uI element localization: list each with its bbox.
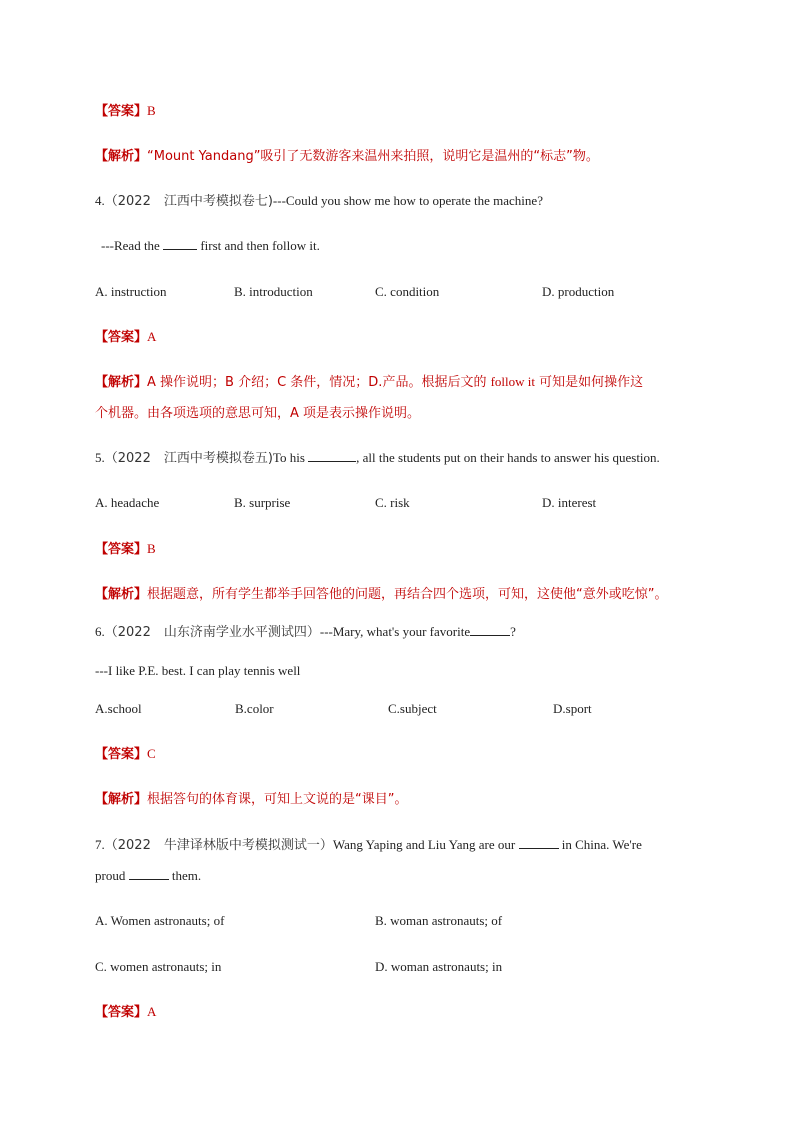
- option-d: D. woman astronauts; in: [375, 959, 503, 974]
- explanation-6: [95, 790, 408, 809]
- question-4-line-2: [101, 237, 320, 255]
- question-text: ---Mary, what's your favorite: [319, 624, 471, 639]
- question-text: them.: [168, 868, 202, 883]
- question-source: 2022 江西中考模拟卷七): [117, 194, 273, 209]
- explanation-tag: 【解析】: [95, 792, 148, 807]
- option-d: D.sport: [553, 701, 592, 716]
- option-a: A.school: [95, 701, 142, 716]
- option-c: C. women astronauts; in: [95, 959, 222, 974]
- option-b: B. surprise: [234, 495, 291, 510]
- question-source: 2022 牛津译林版中考模拟测试一）: [117, 838, 333, 853]
- option-d: D. production: [542, 284, 615, 299]
- explanation-text: “Mount Yandang”吸引了无数游客来温州来拍照，说明它是温州的“标志”物。: [147, 149, 599, 164]
- answer-value: B: [147, 103, 156, 118]
- answer-tag: 【答案】: [95, 330, 148, 345]
- explanation-tag: 【解析】: [95, 587, 148, 602]
- explanation-tag: 【解析】: [95, 375, 148, 390]
- question-text: proud: [95, 868, 129, 883]
- explanation-3: [95, 147, 599, 166]
- answer-7: [95, 1003, 156, 1022]
- question-number: 7.（: [95, 837, 118, 852]
- option-b: B.color: [235, 701, 274, 716]
- answer-tag: 【答案】: [95, 542, 148, 557]
- question-text: first and then follow it.: [197, 238, 320, 253]
- option-d: D. interest: [542, 495, 597, 510]
- question-source: 2022 山东济南学业水平测试四）: [117, 625, 320, 640]
- question-text: Wang Yaping and Liu Yang are our: [332, 837, 519, 852]
- question-5-stem: [95, 449, 660, 468]
- question-7-line-2: [95, 867, 201, 885]
- question-6-stem: [95, 623, 516, 642]
- question-number: 5.（: [95, 450, 118, 465]
- answer-value: A: [147, 329, 157, 344]
- explanation-5: [95, 585, 668, 604]
- answer-tag: 【答案】: [95, 747, 148, 762]
- question-number: 6.（: [95, 624, 118, 639]
- option-a: A. Women astronauts; of: [95, 913, 225, 928]
- option-a: A. headache: [95, 495, 160, 510]
- answer-6: [95, 745, 156, 764]
- explanation-4: [95, 373, 643, 392]
- question-4-stem: [95, 192, 543, 211]
- answer-blank: [308, 449, 356, 462]
- question-text: in China. We're: [558, 837, 642, 852]
- option-a: A. instruction: [95, 284, 167, 299]
- answer-3: [95, 102, 156, 121]
- explanation-text: 个机器。由各项选项的意思可知，A 项是表示操作说明。: [95, 406, 421, 421]
- answer-value: A: [147, 1004, 157, 1019]
- question-number: 4.（: [95, 193, 118, 208]
- answer-tag: 【答案】: [95, 1005, 148, 1020]
- question-source: 2022 江西中考模拟卷五): [117, 451, 273, 466]
- question-text: To his: [272, 450, 309, 465]
- explanation-text: follow it: [490, 374, 535, 389]
- explanation-4-line-2: [95, 404, 420, 423]
- answer-tag: 【答案】: [95, 104, 148, 119]
- answer-blank: [470, 623, 510, 636]
- explanation-tag: 【解析】: [95, 149, 148, 164]
- option-b: B. introduction: [234, 284, 313, 299]
- answer-4: [95, 328, 156, 347]
- answer-5: [95, 540, 156, 559]
- explanation-text: 根据题意，所有学生都举手回答他的问题，再结合四个选项，可知，这使他“意外或吃惊”。: [147, 587, 668, 602]
- answer-value: C: [147, 746, 156, 761]
- explanation-text: A 操作说明；B 介绍；C 条件，情况；D.产品。根据后文的: [147, 375, 491, 390]
- question-text: ---I like P.E. best. I can play tennis well: [95, 663, 301, 678]
- explanation-text: 根据答句的体育课，可知上文说的是“课目”。: [147, 792, 408, 807]
- answer-blank: [519, 836, 559, 849]
- option-c: C.subject: [388, 701, 437, 716]
- option-b: B. woman astronauts; of: [375, 913, 503, 928]
- question-text: ---Read the: [101, 238, 164, 253]
- question-7-stem: [95, 836, 642, 855]
- answer-blank: [163, 237, 197, 250]
- question-text: ?: [510, 624, 516, 639]
- question-text: ---Could you show me how to operate the machine?: [272, 193, 543, 208]
- explanation-text: 可知是如何操作这: [535, 375, 644, 390]
- question-text: , all the students put on their hands to answer his question.: [356, 450, 660, 465]
- question-6-line-2: [95, 662, 300, 680]
- answer-blank: [129, 867, 169, 880]
- option-c: C. risk: [375, 495, 410, 510]
- option-c: C. condition: [375, 284, 440, 299]
- answer-value: B: [147, 541, 156, 556]
